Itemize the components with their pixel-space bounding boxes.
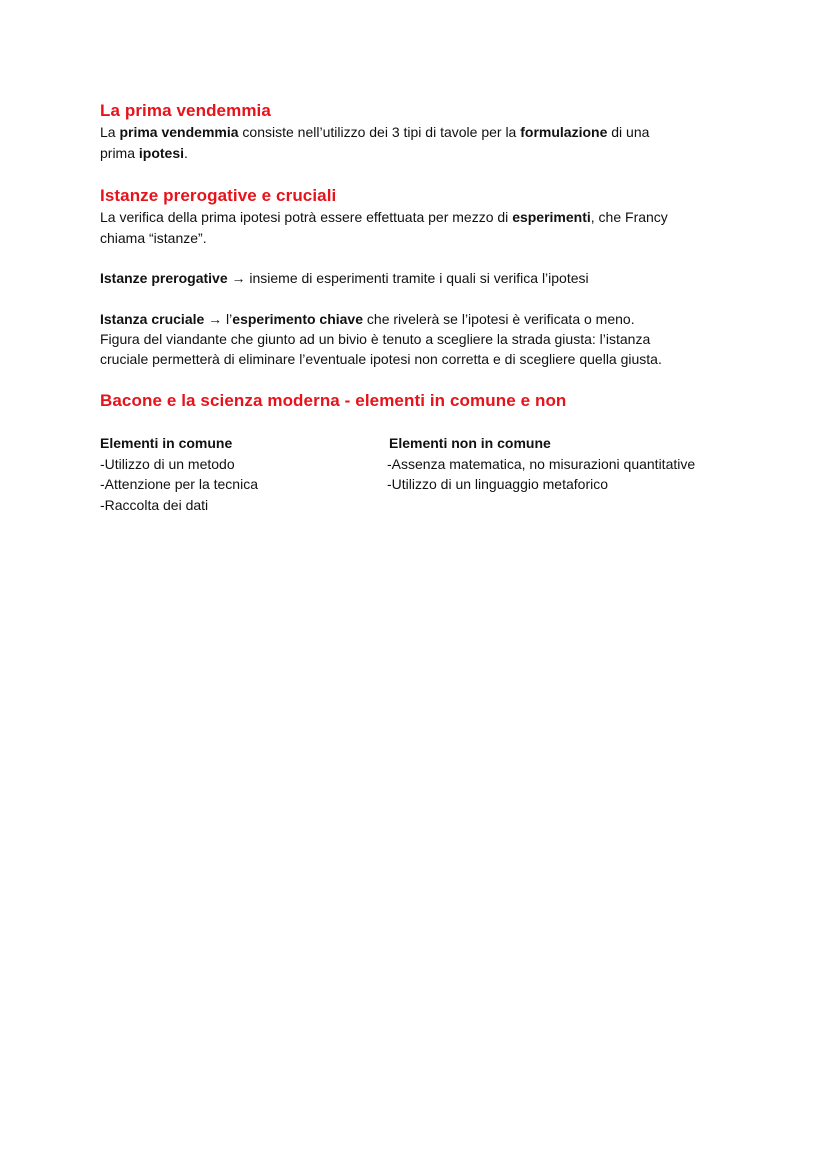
bold-term: formulazione (520, 124, 608, 140)
text: La verifica della prima ipotesi potrà essere effettuata per mezzo di (100, 209, 513, 225)
heading-bacone: Bacone e la scienza moderna - elementi in comune e non (100, 391, 567, 410)
column-elementi-non-in-comune (387, 433, 737, 495)
text: consiste nell’utilizzo dei 3 tipi di tavole per la (238, 124, 521, 140)
paragraph-cruciale-line3: cruciale permetterà di eliminare l’eventuale ipotesi non corretta e di scegliere quella giusta. (100, 351, 662, 367)
column-elementi-in-comune (100, 433, 370, 515)
text: . (184, 145, 188, 161)
text: , che Francy (590, 209, 668, 225)
paragraph-cruciale-line1 (100, 309, 635, 330)
list-item: -Assenza matematica, no misurazioni quantitative (387, 455, 696, 472)
bold-term: esperimento chiave (232, 311, 364, 327)
paragraph-cruciale-line2: Figura del viandante che giunto ad un bivio è tenuto a scegliere la strada giusta: l’istanza (100, 331, 651, 347)
paragraph-prerogative (100, 268, 589, 289)
text: La (100, 124, 120, 140)
list-item: -Utilizzo di un linguaggio metaforico (387, 476, 608, 492)
bold-term: ipotesi (138, 145, 185, 161)
list-item: -Utilizzo di un metodo (100, 455, 235, 472)
bold-term: Istanze prerogative (100, 270, 228, 286)
heading-prima-vendemmia: La prima vendemmia (100, 101, 271, 120)
list-item: -Raccolta dei dati (100, 496, 209, 513)
heading-istanze: Istanze prerogative e cruciali (100, 186, 337, 205)
bold-term: Istanza cruciale (100, 311, 205, 327)
text: → l’ (204, 311, 233, 327)
bold-term: prima vendemmia (119, 124, 239, 140)
text: → insieme di esperimenti tramite i quali si verifica l’ipotesi (227, 270, 589, 286)
column-title: Elementi in comune (100, 435, 233, 451)
paragraph-istanze-line2: chiama “istanze”. (100, 230, 207, 246)
column-title: Elementi non in comune (389, 435, 551, 451)
text: che rivelerà se l’ipotesi è verificata o meno. (363, 311, 635, 327)
paragraph-vendemmia-line2 (100, 143, 188, 164)
text: di una (607, 124, 650, 140)
text: prima (100, 145, 139, 161)
paragraph-vendemmia-line1 (100, 122, 649, 143)
bold-term: esperimenti (512, 209, 591, 225)
paragraph-istanze-line1 (100, 207, 668, 228)
list-item: -Attenzione per la tecnica (100, 476, 258, 492)
